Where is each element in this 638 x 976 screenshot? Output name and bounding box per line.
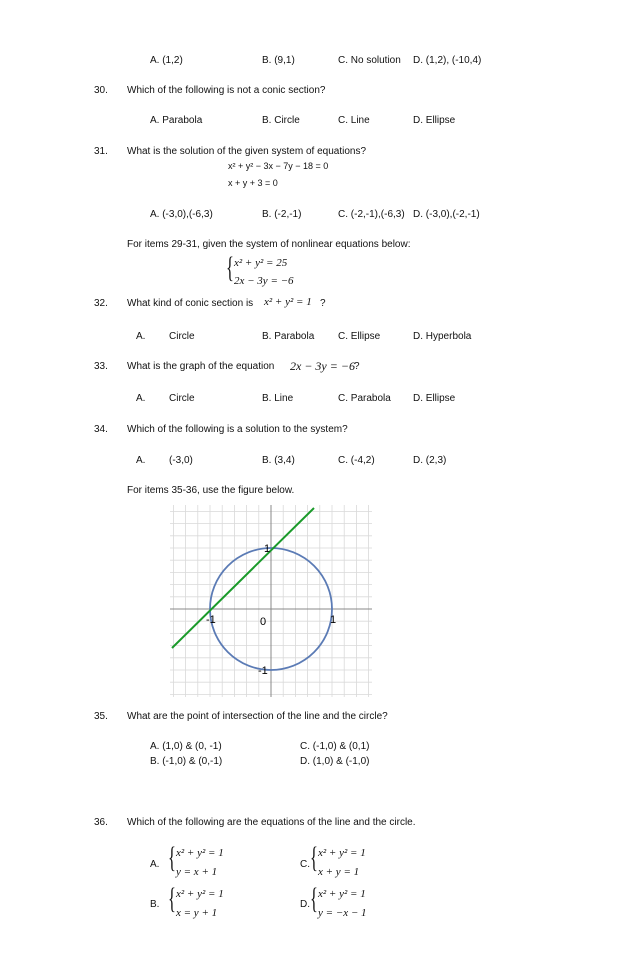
tick-label-zero: 0 [260, 616, 267, 628]
question-text: Which of the following is not a conic section? [127, 85, 326, 96]
choice-a-eq-2: y = x + 1 [176, 866, 218, 878]
choice-d-eq-1: x² + y² = 1 [318, 888, 366, 900]
left-brace: { [168, 841, 176, 874]
choice-d: D. (2,3) [413, 455, 447, 466]
question-number: 31. [94, 146, 108, 157]
choice-b: B. (9,1) [262, 55, 295, 66]
question-number: 32. [94, 298, 108, 309]
choice-a: (-3,0) [169, 455, 193, 466]
choice-c: C. No solution [338, 55, 401, 66]
choice-a: Circle [169, 393, 195, 404]
question-number: 36. [94, 817, 108, 828]
question-text: Which of the following are the equations of the line and the circle. [127, 817, 416, 828]
question-number: 30. [94, 85, 108, 96]
choice-a-letter: A. [150, 859, 160, 870]
choice-c: C. (-2,-1),(-6,3) [338, 209, 405, 220]
choice-a-letter: A. [136, 393, 146, 404]
left-brace: { [310, 841, 318, 874]
choice-d: D. Ellipse [413, 393, 456, 404]
question-number: 34. [94, 424, 108, 435]
question-text: Which of the following is a solution to the system? [127, 424, 348, 435]
choice-a-letter: A. [136, 455, 146, 466]
inline-equation: x² + y² = 1 [264, 296, 312, 308]
left-brace: { [226, 251, 234, 284]
choice-b: B. Line [262, 393, 294, 404]
choice-a-letter: A. [136, 331, 146, 342]
choice-a: A. (-3,0),(-6,3) [150, 209, 213, 220]
circle-line-figure [170, 505, 372, 697]
choice-c: C. Ellipse [338, 331, 381, 342]
question-text: What are the point of intersection of the line and the circle? [127, 711, 388, 722]
tick-label-neg1-y: -1 [258, 665, 268, 677]
question-mark: ? [320, 298, 326, 309]
instruction-text: For items 29-31, given the system of nonlinear equations below: [127, 239, 411, 250]
choice-a: A. (1,0) & (0, -1) [150, 741, 222, 752]
choice-b: B. (3,4) [262, 455, 295, 466]
choice-d: D. Hyperbola [413, 331, 472, 342]
system-eq-1: x² + y² = 25 [234, 257, 288, 269]
choice-c: C. Line [338, 115, 370, 126]
choice-c: C. (-1,0) & (0,1) [300, 741, 370, 752]
question-number: 35. [94, 711, 108, 722]
question-number: 33. [94, 361, 108, 372]
choice-b: B. (-2,-1) [262, 209, 302, 220]
line-graph [172, 508, 314, 648]
tick-label-pos1-x: 1 [330, 614, 337, 626]
choice-c: C. Parabola [338, 393, 391, 404]
tick-label-pos1-y: 1 [264, 543, 271, 555]
choice-b-eq-1: x² + y² = 1 [176, 888, 224, 900]
choice-d-letter: D. [300, 899, 310, 910]
choice-d: D. Ellipse [413, 115, 456, 126]
choice-b: B. Parabola [262, 331, 315, 342]
choice-d-eq-2: y = −x − 1 [318, 907, 367, 919]
choice-a: A. Parabola [150, 115, 203, 126]
choice-a: Circle [169, 331, 195, 342]
tick-label-neg1-x: -1 [206, 614, 216, 626]
choice-a-eq-1: x² + y² = 1 [176, 847, 224, 859]
choice-b-eq-2: x = y + 1 [176, 907, 218, 919]
question-text: What is the solution of the given system of equations? [127, 146, 367, 157]
choice-c-eq-2: x + y = 1 [318, 866, 360, 878]
choice-c-eq-1: x² + y² = 1 [318, 847, 366, 859]
choice-d: D. (1,2), (-10,4) [413, 55, 482, 66]
question-mark: ? [354, 361, 360, 372]
choice-d: D. (1,0) & (-1,0) [300, 756, 370, 767]
left-brace: { [168, 882, 176, 915]
choice-c-letter: C. [300, 859, 310, 870]
left-brace: { [310, 882, 318, 915]
equation-1: x² + y² − 3x − 7y − 18 = 0 [228, 161, 329, 171]
instruction-text: For items 35-36, use the figure below. [127, 485, 295, 496]
choice-a: A. (1,2) [150, 55, 183, 66]
choice-c: C. (-4,2) [338, 455, 375, 466]
question-text: What is the graph of the equation [127, 361, 275, 372]
choice-b: B. Circle [262, 115, 300, 126]
choice-d: D. (-3,0),(-2,-1) [413, 209, 480, 220]
question-text: What kind of conic section is [127, 298, 254, 309]
inline-equation: 2x − 3y = −6 [290, 359, 355, 373]
system-eq-2: 2x − 3y = −6 [234, 275, 294, 287]
choice-b: B. (-1,0) & (0,-1) [150, 756, 223, 767]
equation-2: x + y + 3 = 0 [228, 178, 278, 188]
choice-b-letter: B. [150, 899, 160, 910]
